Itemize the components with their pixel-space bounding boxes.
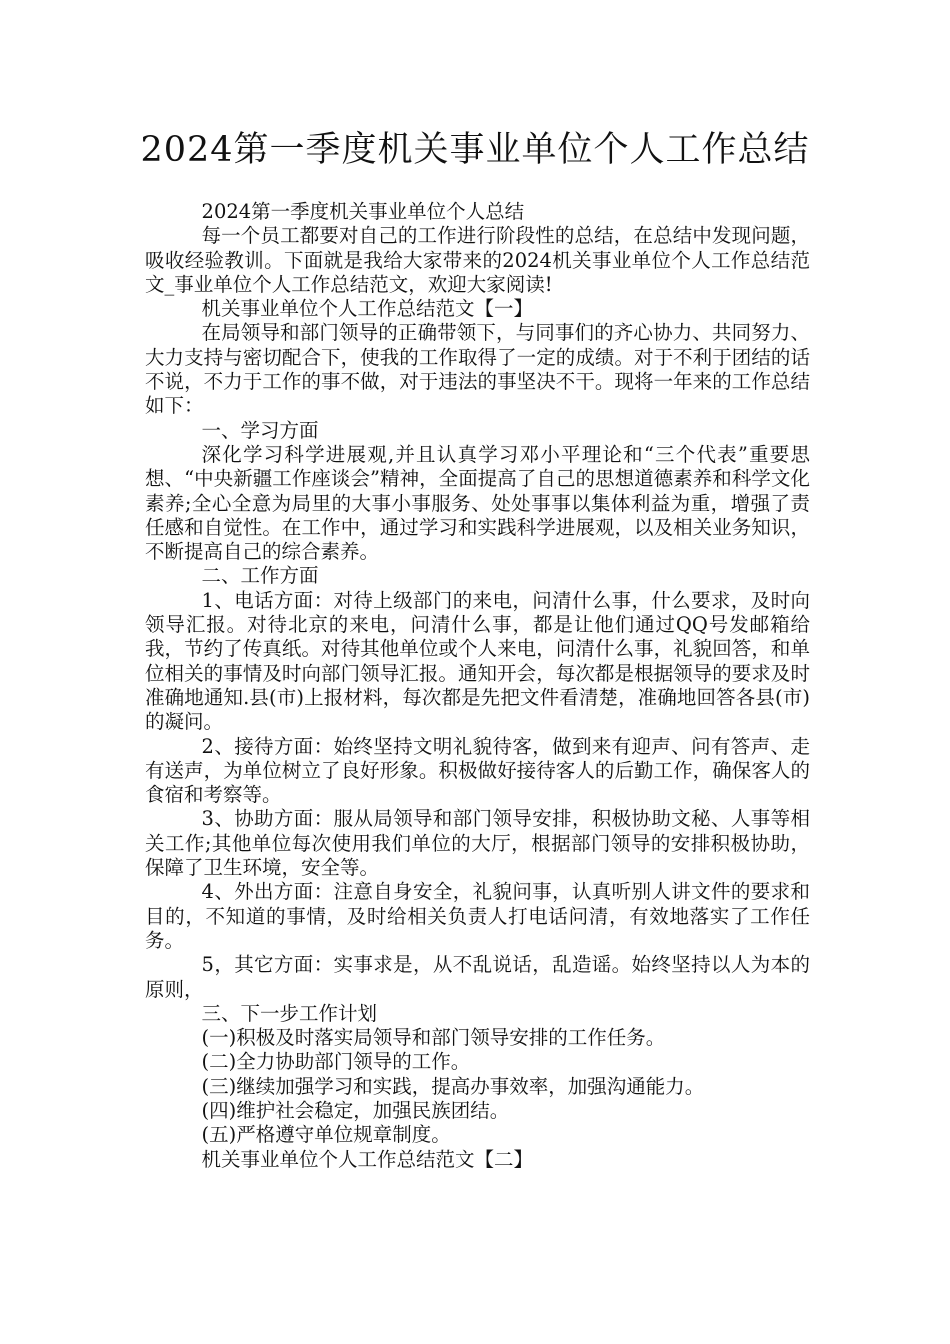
subtitle-paragraph: 2024第一季度机关事业单位个人总结	[201, 200, 525, 223]
document-title: 2024第一季度机关事业单位个人工作总结	[140, 130, 810, 170]
section-heading-study: 一、学习方面	[201, 418, 319, 442]
plan-item: (一)积极及时落实局领导和部门领导安排的工作任务。	[201, 1026, 666, 1050]
body-paragraph: 2、接待方面：始终坚持文明礼貌待客，做到来有迎声、问有答声、走有送声，为单位树立了良好形象。积极做好接待客人的后勤工作，确保客人的食宿和考察等。	[145, 734, 810, 807]
body-paragraph: 5，其它方面：实事求是，从不乱说话，乱造谣。始终坚持以人为本的原则，	[145, 953, 810, 1001]
body-paragraph: 3、协助方面：服从局领导和部门领导安排，积极协助文秘、人事等相关工作;其他单位每次使用我们单位的大厅，根据部门领导的安排积极协助，保障了卫生环境，安全等。	[145, 807, 810, 880]
body-paragraph: 深化学习科学进展观,并且认真学习邓小平理论和“三个代表”重要思想、“中央新疆工作座谈会”精神，全面提高了自己的思想道德素养和科学文化素养;全心全意为局里的大事小事服务、处处事事以集体利益为重，增强了责任感和自觉性。在工作中，通过学习和实践科学进展观，以及相关业务知识，不断提高自己的综合素养。	[145, 442, 810, 564]
plan-item: (四)维护社会稳定，加强民族团结。	[201, 1098, 510, 1122]
section-heading-sample-2: 机关事业单位个人工作总结范文【二】	[201, 1147, 534, 1171]
body-paragraph: 1、电话方面：对待上级部门的来电，问清什么事，什么要求，及时向领导汇报。对待北京的来电，问清什么事，都是让他们通过QQ号发邮箱给我，节约了传真纸。对待其他单位或个人来电，问清什么事，礼貌回答，和单位相关的事情及时向部门领导汇报。通知开会，每次都是根据领导的要求及时准确地通知.县(市)上报材料，每次都是先把文件看清楚，准确地回答各县(市)的凝问。	[145, 588, 810, 734]
body-paragraph: 在局领导和部门领导的正确带领下，与同事们的齐心协力、共同努力、大力支持与密切配合下，使我的工作取得了一定的成绩。对于不利于团结的话不说，不力于工作的事不做，对于违法的事坚决不干。现将一年来的工作总结如下：	[145, 321, 810, 418]
intro-paragraph: 每一个员工都要对自己的工作进行阶段性的总结，在总结中发现问题，吸收经验教训。下面就是我给大家带来的2024机关事业单位个人工作总结范文_事业单位个人工作总结范文，欢迎大家阅读!	[145, 224, 810, 296]
plan-item: (三)继续加强学习和实践，提高办事效率，加强沟通能力。	[201, 1074, 705, 1098]
section-heading-work: 二、工作方面	[201, 564, 319, 588]
plan-item: (五)严格遵守单位规章制度。	[201, 1123, 451, 1147]
body-paragraph: 4、外出方面：注意自身安全，礼貌问事，认真听别人讲文件的要求和目的，不知道的事情，及时给相关负责人打电话问清，有效地落实了工作任务。	[145, 880, 810, 952]
plan-item: (二)全力协助部门领导的工作。	[201, 1050, 471, 1074]
document-body	[145, 200, 810, 1172]
section-heading-sample-1: 机关事业单位个人工作总结范文【一】	[201, 297, 534, 321]
section-heading-plan: 三、下一步工作计划	[201, 1001, 378, 1025]
